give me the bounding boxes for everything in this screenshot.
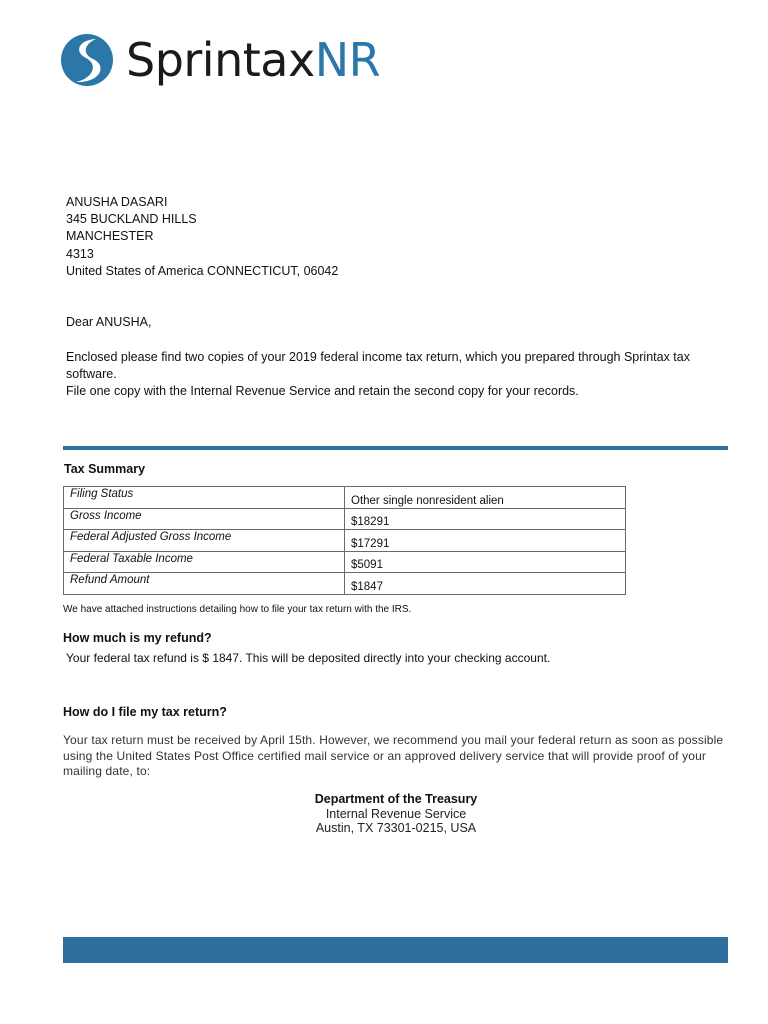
intro-paragraph [66,349,728,401]
logo-brand-text: Sprintax [126,33,315,87]
filing-heading: How do I file my tax return? [63,705,227,719]
table-row [64,573,626,595]
sprintax-swoosh-logo-icon [60,33,114,87]
mailing-department: Department of the Treasury [314,792,478,806]
summary-label: Gross Income [64,508,345,530]
summary-label: Federal Adjusted Gross Income [64,530,345,552]
table-row [64,508,626,530]
logo-suffix-text: NR [314,33,381,87]
recipient-address [66,194,338,280]
attached-instructions-note: We have attached instructions detailing how to file your tax return with the IRS. [63,604,412,615]
refund-text: Your federal tax refund is $ 1847. This will be deposited directly into your checking account. [66,651,551,665]
refund-heading: How much is my refund? [63,631,212,645]
mailing-city-line: Austin, TX 73301-0215, USA [315,821,477,835]
filing-instructions: Your tax return must be received by April 15th. However, we recommend you mail your federal return as soon as possible using the United States Post Office certified mail service or an approved delivery service that will provide proof of your mailing date, to: [63,733,724,778]
logo-wordmark [126,33,381,87]
irs-mailing-address [246,792,546,836]
summary-label: Federal Taxable Income [64,551,345,573]
sprintax-logo [60,33,380,87]
tax-summary-title: Tax Summary [64,462,146,476]
summary-value: $17291 [345,530,626,552]
summary-value: Other single nonresident alien [345,487,626,509]
intro-line-1: Enclosed please find two copies of your 2019 federal income tax return, which you prepared through Sprintax tax software. [66,350,690,382]
tax-summary-table [63,486,626,595]
intro-line-2: File one copy with the Internal Revenue Service and retain the second copy for your records. [66,384,579,399]
summary-label: Filing Status [64,487,345,509]
summary-label: Refund Amount [64,573,345,595]
recipient-street: 345 BUCKLAND HILLS [66,212,197,227]
recipient-unit: 4313 [66,246,94,261]
recipient-name: ANUSHA DASARI [66,195,168,209]
mailing-agency: Internal Revenue Service [325,806,467,821]
summary-value: $1847 [345,573,626,595]
recipient-city: MANCHESTER [66,229,154,244]
summary-value: $5091 [345,551,626,573]
table-row [64,530,626,552]
greeting: Dear ANUSHA, [66,315,152,329]
table-row [64,487,626,509]
recipient-country-line: United States of America CONNECTICUT, 06042 [66,263,339,278]
footer-bar [63,937,728,963]
summary-value: $18291 [345,508,626,530]
section-divider [63,446,728,450]
table-row [64,551,626,573]
